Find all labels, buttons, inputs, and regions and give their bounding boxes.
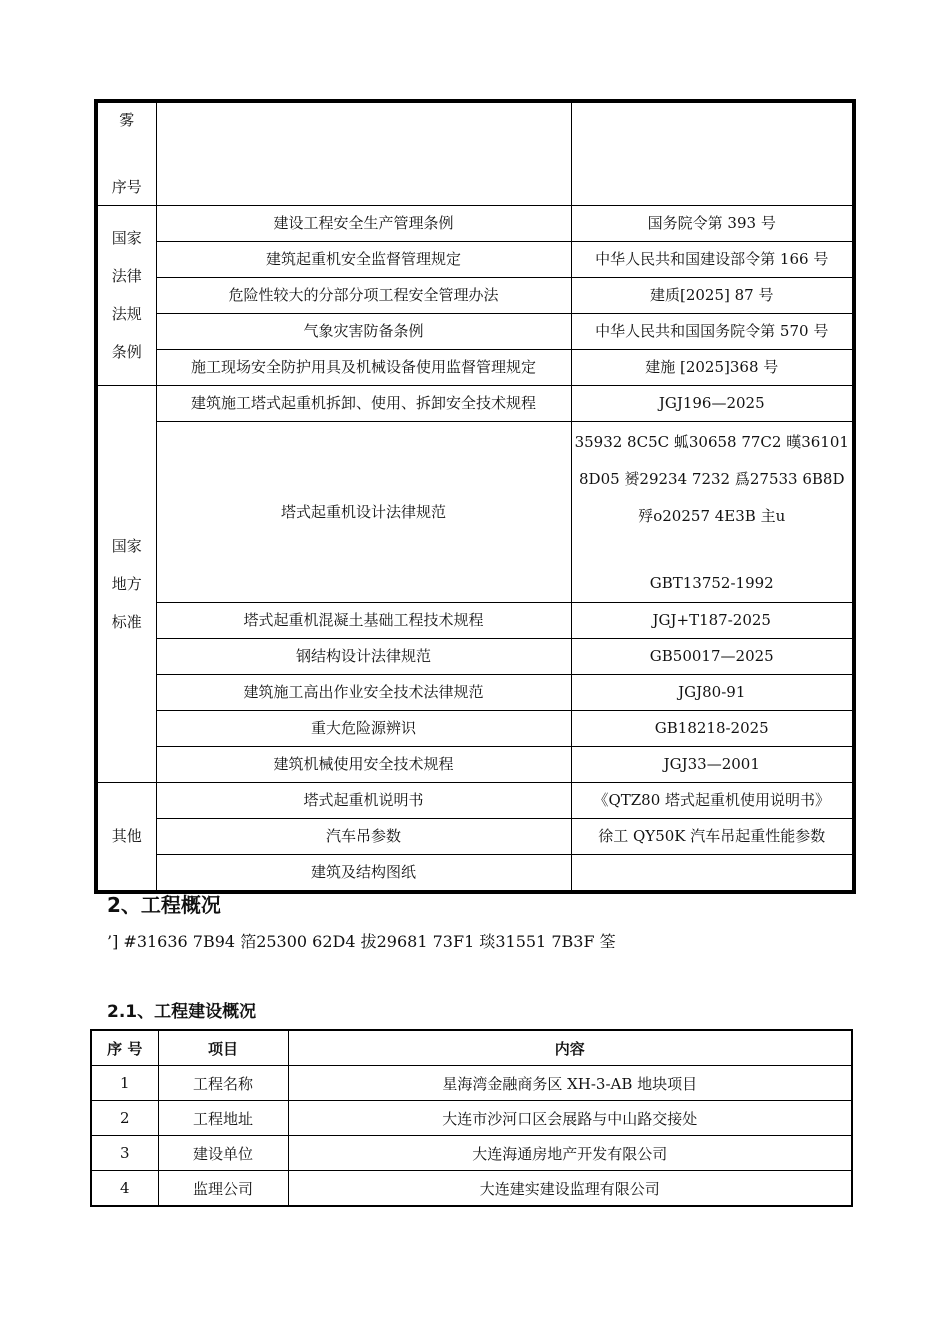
- header-category-cell: [96, 101, 156, 205]
- subsection-heading: 2.1、工程建设概况: [107, 1002, 257, 1022]
- row-content: 大连海通房地产开发有限公司: [288, 1136, 852, 1171]
- standard-name: 建筑施工高出作业安全技术法律规范: [156, 674, 571, 710]
- header-seq-label: 序号: [111, 178, 142, 196]
- table-row: [91, 1066, 852, 1101]
- table-row: [96, 638, 854, 674]
- table-header-row: [91, 1030, 852, 1066]
- other-code: 《QTZ80 塔式起重机使用说明书》: [571, 782, 854, 818]
- regulation-code: 国务院令第 393 号: [571, 205, 854, 241]
- row-item: 工程地址: [158, 1101, 288, 1136]
- table-row: [96, 241, 854, 277]
- regulation-code: 中华人民共和国建设部令第 166 号: [571, 241, 854, 277]
- standard-code: JGJ33—2001: [571, 746, 854, 782]
- table-row: [96, 349, 854, 385]
- column-header: 序 号: [91, 1030, 158, 1066]
- column-header: 内容: [288, 1030, 852, 1066]
- table-row: [96, 674, 854, 710]
- row-item: 监理公司: [158, 1171, 288, 1207]
- standard-name: 钢结构设计法律规范: [156, 638, 571, 674]
- standard-code: JGJ+T187-2025: [571, 602, 854, 638]
- regulation-code: 建质[2025] 87 号: [571, 277, 854, 313]
- row-number: 1: [91, 1066, 158, 1101]
- row-number: 4: [91, 1171, 158, 1207]
- standard-name: 塔式起重机混凝土基础工程技术规程: [156, 602, 571, 638]
- standard-name: 重大危险源辨识: [156, 710, 571, 746]
- table-row: [96, 421, 854, 602]
- category-others: 其他: [96, 782, 156, 892]
- regulation-name: 建筑起重机安全监督管理规定: [156, 241, 571, 277]
- table-row: [96, 205, 854, 241]
- row-item: 建设单位: [158, 1136, 288, 1171]
- row-number: 2: [91, 1101, 158, 1136]
- table-row: [96, 277, 854, 313]
- regulation-name: 施工现场安全防护用具及机械设备使用监督管理规定: [156, 349, 571, 385]
- other-code: [571, 854, 854, 892]
- other-name: 塔式起重机说明书: [156, 782, 571, 818]
- table-row: [91, 1171, 852, 1207]
- standard-name: 建筑施工塔式起重机拆卸、使用、拆卸安全技术规程: [156, 385, 571, 421]
- row-content: 大连建实建设监理有限公司: [288, 1171, 852, 1207]
- project-overview-table: [90, 1029, 853, 1207]
- regulations-table: [94, 99, 856, 894]
- table-row: [96, 602, 854, 638]
- other-name: 建筑及结构图纸: [156, 854, 571, 892]
- row-number: 3: [91, 1136, 158, 1171]
- table-row: [96, 854, 854, 892]
- row-item: 工程名称: [158, 1066, 288, 1101]
- header-empty-cell: [571, 101, 854, 205]
- standard-code: JGJ80-91: [571, 674, 854, 710]
- other-code: 徐工 QY50K 汽车吊起重性能参数: [571, 818, 854, 854]
- standard-code-multiline: 35932 8C5C 蛌30658 77C2 暵36101 8D05 赟29234 7232 爲27533 6B8D 殍o20257 4E3B 主u GBT13752-1992: [571, 421, 854, 602]
- table-row: [96, 710, 854, 746]
- category-national-laws: 国家 法律 法规 条例: [96, 205, 156, 385]
- garbled-text-line: ’] #31636 7B94 箔25300 62D4 拔29681 73F1 琰31551 7B3F 筌: [107, 932, 616, 951]
- regulation-name: 气象灾害防备条例: [156, 313, 571, 349]
- header-top-char: 雾: [119, 111, 135, 129]
- table-row: [96, 782, 854, 818]
- standard-code: GB50017—2025: [571, 638, 854, 674]
- table-row: [96, 818, 854, 854]
- standard-name: 塔式起重机设计法律规范: [156, 421, 571, 602]
- standard-code: GB18218-2025: [571, 710, 854, 746]
- section-heading: 2、工程概况: [107, 893, 221, 917]
- table-row: [91, 1101, 852, 1136]
- standard-name: 建筑机械使用安全技术规程: [156, 746, 571, 782]
- header-empty-cell: [156, 101, 571, 205]
- table-row: [96, 746, 854, 782]
- table-row: [96, 385, 854, 421]
- standard-code: JGJ196—2025: [571, 385, 854, 421]
- table-row: [91, 1136, 852, 1171]
- other-name: 汽车吊参数: [156, 818, 571, 854]
- regulation-code: 中华人民共和国国务院令第 570 号: [571, 313, 854, 349]
- regulation-name: 危险性较大的分部分项工程安全管理办法: [156, 277, 571, 313]
- column-header: 项目: [158, 1030, 288, 1066]
- row-content: 大连市沙河口区会展路与中山路交接处: [288, 1101, 852, 1136]
- row-content: 星海湾金融商务区 XH-3-AB 地块项目: [288, 1066, 852, 1101]
- regulation-name: 建设工程安全生产管理条例: [156, 205, 571, 241]
- regulation-code: 建施 [2025]368 号: [571, 349, 854, 385]
- table-row: [96, 313, 854, 349]
- category-national-standards: 国家 地方 标准: [96, 385, 156, 782]
- table-header-row: [96, 101, 854, 205]
